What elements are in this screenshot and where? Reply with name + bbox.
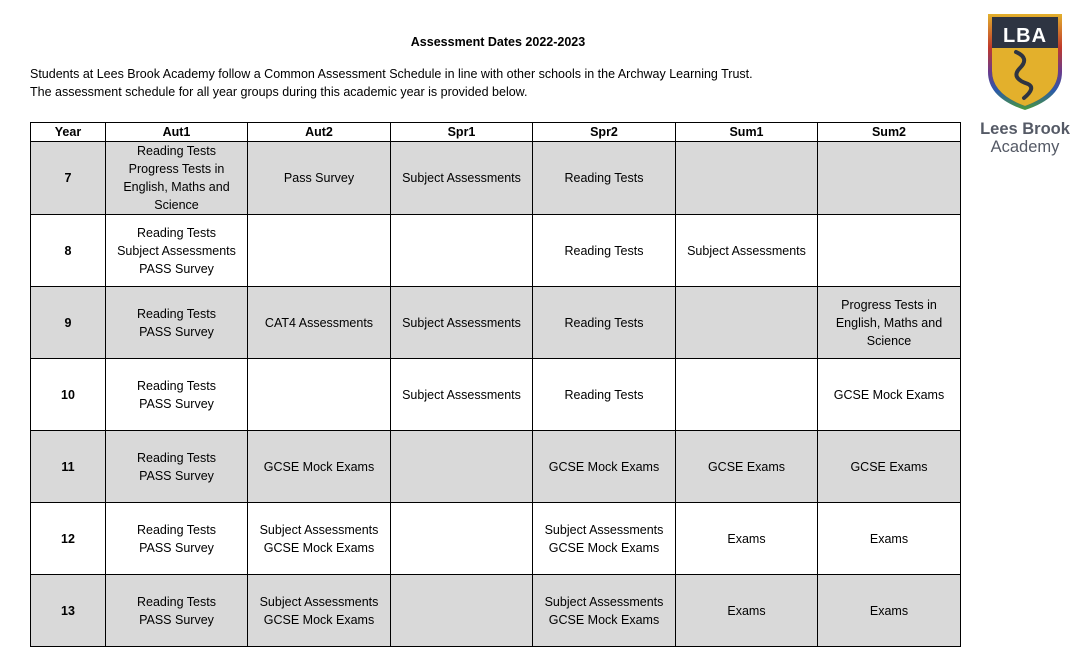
table-row [31, 431, 961, 503]
table-row [31, 503, 961, 575]
cell-line: PASS Survey [139, 261, 214, 276]
cell-line: Reading Tests [137, 594, 216, 609]
schedule-cell-aut1 [106, 359, 248, 431]
cell-line: Reading Tests [564, 243, 644, 258]
page-title: Assessment Dates 2022-2023 [410, 35, 586, 49]
schedule-cell-sum2 [818, 575, 961, 647]
cell-line: GCSE Mock Exams [548, 540, 660, 555]
year-cell: 13 [31, 575, 106, 647]
schedule-cell-sum2 [818, 287, 961, 359]
schedule-cell-sum2 [818, 359, 961, 431]
year-cell: 10 [31, 359, 106, 431]
schedule-cell-sum2 [818, 503, 961, 575]
cell-line: PASS Survey [139, 396, 214, 411]
cell-line: Reading Tests [564, 171, 644, 185]
schedule-cell-sum1 [676, 431, 818, 503]
schedule-cell-aut1 [106, 142, 248, 215]
cell-line: Exams [727, 603, 766, 618]
cell-line: GCSE Mock Exams [548, 612, 660, 627]
schedule-cell-sum2 [818, 431, 961, 503]
schedule-cell-aut2 [248, 359, 391, 431]
cell-line: Reading Tests [564, 315, 644, 330]
schedule-cell-sum2 [818, 142, 961, 215]
column-header: Sum1 [676, 123, 818, 142]
cell-line: Reading Tests [137, 450, 216, 465]
cell-line: Reading Tests [137, 522, 216, 537]
table-row [31, 215, 961, 287]
cell-line: Reading Tests [137, 144, 216, 158]
schedule-cell-aut2 [248, 431, 391, 503]
schedule-cell-sum1 [676, 359, 818, 431]
cell-line: Subject Assessments [402, 387, 521, 402]
year-cell: 7 [31, 142, 106, 215]
cell-line: Subject Assessments [544, 594, 664, 609]
cell-line: GCSE Mock Exams [263, 540, 375, 555]
year-cell: 8 [31, 215, 106, 287]
cell-line: Subject Assessments [117, 243, 236, 258]
column-header: Spr1 [391, 123, 533, 142]
table-row [31, 359, 961, 431]
schedule-cell-spr1 [391, 503, 533, 575]
schedule-cell-sum2 [818, 215, 961, 287]
schedule-cell-spr2 [533, 287, 676, 359]
schedule-cell-sum1 [676, 575, 818, 647]
schedule-cell-aut1 [106, 575, 248, 647]
logo-initials: LBA [1002, 25, 1048, 47]
schedule-cell-spr2 [533, 142, 676, 215]
cell-line: GCSE Exams [850, 459, 928, 474]
cell-line: Subject Assessments [544, 522, 664, 537]
year-cell: 11 [31, 431, 106, 503]
schedule-cell-spr1 [391, 431, 533, 503]
cell-line: PASS Survey [139, 468, 214, 483]
schedule-cell-sum1 [676, 215, 818, 287]
cell-line: English, Maths and [835, 315, 943, 330]
cell-line: GCSE Mock Exams [833, 387, 945, 402]
cell-line: Subject Assessments [402, 315, 521, 330]
cell-line: GCSE Exams [707, 459, 786, 474]
column-header: Spr2 [533, 123, 676, 142]
cell-line: Subject Assessments [402, 171, 521, 185]
cell-line: PASS Survey [139, 324, 214, 339]
cell-line: Science [866, 333, 912, 348]
schedule-cell-spr1 [391, 359, 533, 431]
table-row [31, 287, 961, 359]
table-row [31, 575, 961, 647]
schedule-cell-sum1 [676, 503, 818, 575]
cell-line: Reading Tests [137, 378, 216, 393]
schedule-cell-aut1 [106, 287, 248, 359]
cell-line: Reading Tests [137, 306, 216, 321]
schedule-cell-aut1 [106, 215, 248, 287]
cell-line: GCSE Mock Exams [263, 459, 375, 474]
cell-line: Subject Assessments [687, 243, 806, 258]
cell-line: Pass Survey [283, 171, 355, 185]
cell-line: Progress Tests in [841, 297, 937, 312]
schedule-cell-aut2 [248, 575, 391, 647]
column-header: Aut1 [106, 123, 248, 142]
cell-line: Exams [869, 531, 909, 546]
cell-line: GCSE Mock Exams [263, 612, 375, 627]
column-header: Year [31, 123, 106, 142]
schedule-cell-spr2 [533, 503, 676, 575]
schedule-cell-spr2 [533, 431, 676, 503]
schedule-cell-aut2 [248, 142, 391, 215]
column-header: Sum2 [818, 123, 961, 142]
schedule-cell-spr1 [391, 142, 533, 215]
cell-line: Science [154, 198, 199, 212]
schedule-cell-spr2 [533, 215, 676, 287]
cell-line: Subject Assessments [259, 594, 379, 609]
cell-line: English, Maths and [123, 180, 230, 194]
year-cell: 12 [31, 503, 106, 575]
assessment-schedule-table [30, 122, 961, 647]
intro-line-1: Students at Lees Brook Academy follow a Common Assessment Schedule in line with other schools in the Archway Learning Trust. [30, 67, 753, 81]
schedule-cell-sum1 [676, 287, 818, 359]
schedule-cell-spr1 [391, 575, 533, 647]
cell-line: PASS Survey [139, 540, 214, 555]
logo-name-line-2: Academy [990, 138, 1060, 156]
table-row [31, 142, 961, 215]
cell-line: Reading Tests [137, 225, 216, 240]
cell-line: Subject Assessments [259, 522, 379, 537]
cell-line: CAT4 Assessments [264, 315, 374, 330]
cell-line: PASS Survey [139, 612, 214, 627]
schedule-cell-spr2 [533, 359, 676, 431]
academy-logo [975, 12, 1075, 162]
cell-line: Reading Tests [564, 387, 644, 402]
schedule-cell-aut1 [106, 431, 248, 503]
cell-line: Exams [727, 531, 766, 546]
schedule-cell-spr1 [391, 287, 533, 359]
year-cell: 9 [31, 287, 106, 359]
cell-line: Exams [869, 603, 909, 618]
table-body [31, 142, 961, 647]
logo-wordmark [975, 120, 1075, 156]
cell-line: Progress Tests in [128, 162, 225, 176]
table-header-row [31, 123, 961, 142]
schedule-cell-spr2 [533, 575, 676, 647]
column-header: Aut2 [248, 123, 391, 142]
schedule-cell-sum1 [676, 142, 818, 215]
schedule-cell-aut2 [248, 287, 391, 359]
schedule-cell-aut2 [248, 215, 391, 287]
intro-line-2: The assessment schedule for all year groups during this academic year is provided below. [30, 85, 528, 99]
cell-line: GCSE Mock Exams [548, 459, 660, 474]
schedule-cell-aut2 [248, 503, 391, 575]
logo-name-line-1: Lees Brook [980, 120, 1070, 138]
schedule-cell-spr1 [391, 215, 533, 287]
schedule-cell-aut1 [106, 503, 248, 575]
intro-text [30, 65, 753, 101]
